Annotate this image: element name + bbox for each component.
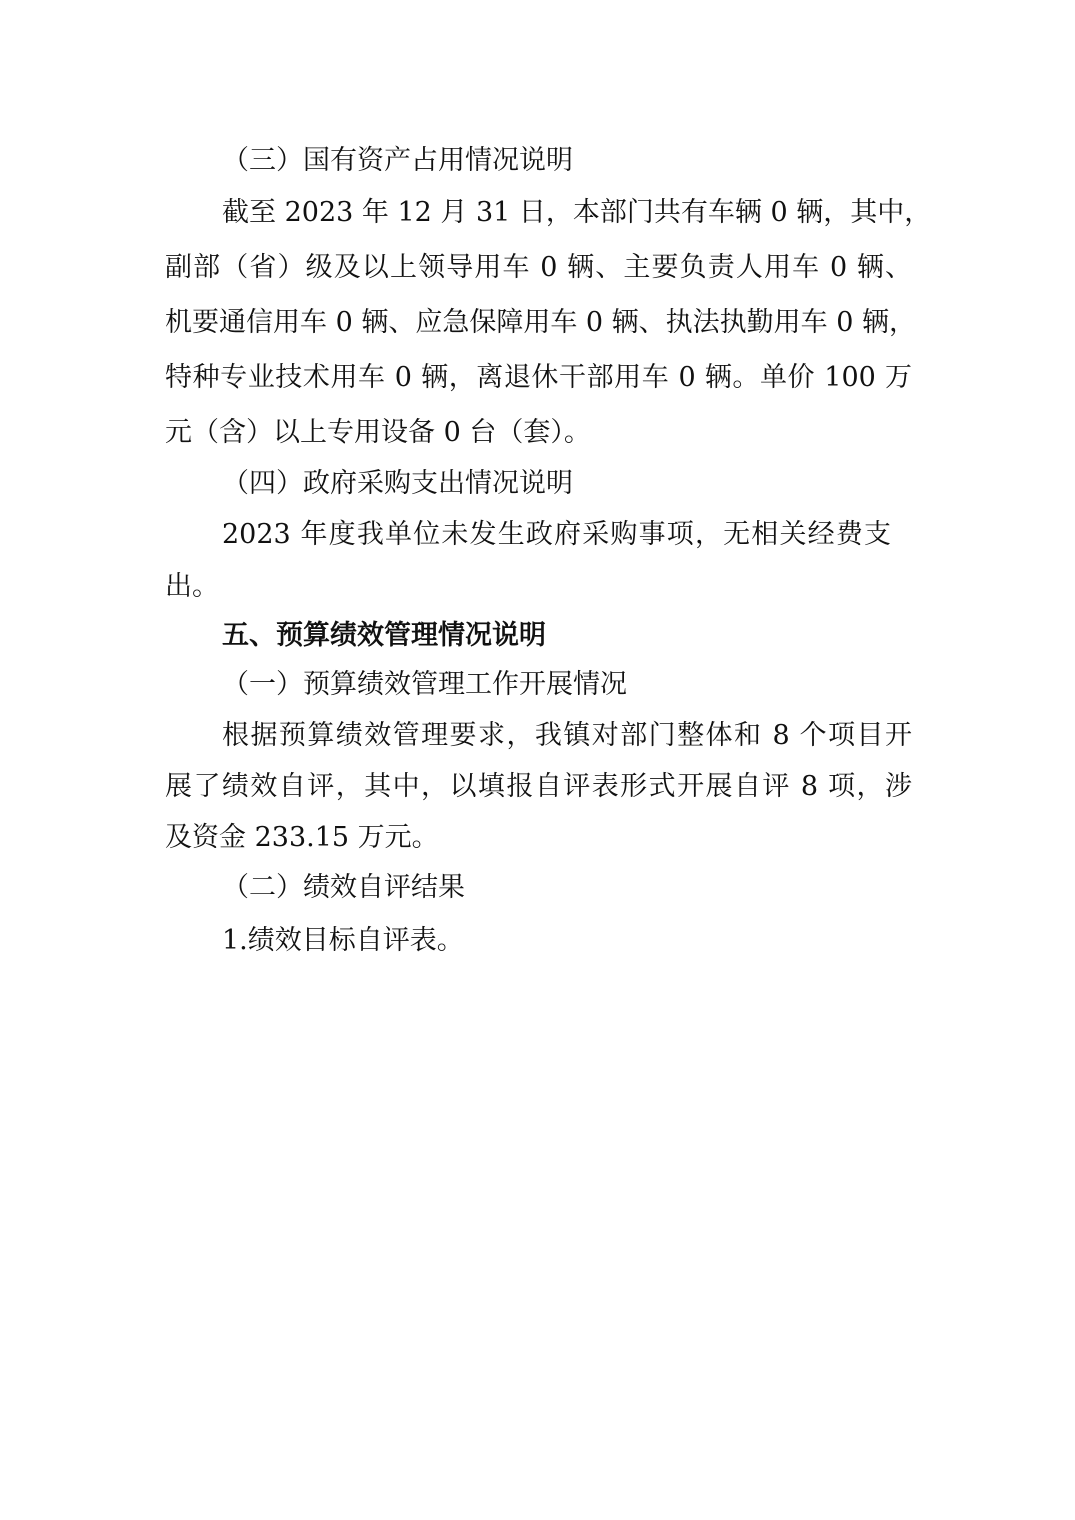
section-3-paragraph-line: 特种专业技术用车 0 辆，离退休干部用车 0 辆。单价 100 万: [165, 362, 912, 393]
section-3-paragraph-line: 截至 2023 年 12 月 31 日，本部门共有车辆 0 辆，其中，: [222, 197, 932, 228]
part-5-sub-2-item: 1.绩效目标自评表。: [222, 925, 464, 956]
section-3-heading: （三）国有资产占用情况说明: [222, 145, 573, 176]
section-3-paragraph-line: 机要通信用车 0 辆、应急保障用车 0 辆、执法执勤用车 0 辆，: [165, 307, 917, 338]
section-4-heading: （四）政府采购支出情况说明: [222, 468, 573, 499]
section-4-paragraph-line: 出。: [165, 571, 219, 602]
part-5-sub-1-paragraph-line: 根据预算绩效管理要求，我镇对部门整体和 8 个项目开: [222, 720, 912, 751]
part-5-sub-1-heading: （一）预算绩效管理工作开展情况: [222, 669, 627, 700]
part-5-sub-2-heading: （二）绩效自评结果: [222, 872, 465, 903]
section-3-paragraph-line: 元（含）以上专用设备 0 台（套）。: [165, 417, 591, 448]
section-4-paragraph-line: 2023 年度我单位未发生政府采购事项，无相关经费支: [222, 519, 891, 550]
part-5-sub-1-paragraph-line: 展了绩效自评，其中，以填报自评表形式开展自评 8 项，涉: [165, 771, 912, 802]
section-3-paragraph-line: 副部（省）级及以上领导用车 0 辆、主要负责人用车 0 辆、: [165, 252, 912, 283]
part-5-heading: 五、预算绩效管理情况说明: [222, 620, 546, 651]
part-5-sub-1-paragraph-line: 及资金 233.15 万元。: [165, 822, 439, 853]
